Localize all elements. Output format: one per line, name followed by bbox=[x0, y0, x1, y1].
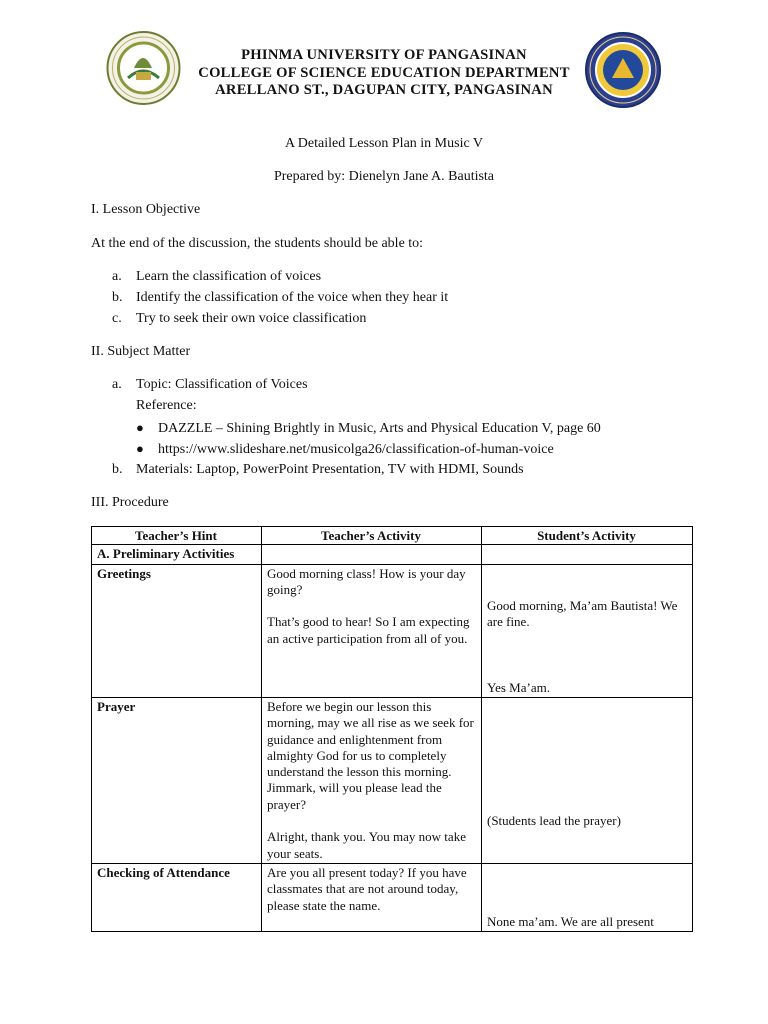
teacher-activity-cell: Good morning class! How is your day going? That’s good to hear! So I am expecting an active participation from all of you. bbox=[262, 564, 482, 697]
reference-label: Reference: bbox=[136, 398, 197, 413]
objective-intro: At the end of the discussion, the students should be able to: bbox=[91, 236, 424, 251]
topic-text: Topic: Classification of Voices bbox=[136, 377, 308, 392]
objective-item bbox=[112, 308, 366, 329]
column-header: Teacher’s Activity bbox=[262, 527, 482, 545]
reference-item bbox=[136, 438, 554, 460]
procedure-table bbox=[91, 526, 693, 932]
column-header: Student’s Activity bbox=[482, 527, 693, 545]
item-text: Learn the classification of voices bbox=[136, 269, 322, 284]
student-activity-cell: Good morning, Ma’am Bautista! We are fine. Yes Ma’am. bbox=[482, 564, 693, 697]
table-header-row bbox=[92, 527, 693, 545]
materials-item bbox=[112, 459, 524, 480]
item-text: Try to seek their own voice classification bbox=[136, 311, 367, 326]
item-label: b. bbox=[112, 462, 123, 477]
materials-text: Materials: Laptop, PowerPoint Presentation, TV with HDMI, Sounds bbox=[136, 462, 524, 477]
header-address: ARELLANO ST., DAGUPAN CITY, PANGASINAN bbox=[215, 82, 553, 99]
table-row bbox=[92, 564, 693, 697]
column-header: Teacher’s Hint bbox=[92, 527, 262, 545]
student-activity-cell: None ma’am. We are all present bbox=[482, 863, 693, 931]
empty-cell bbox=[482, 545, 693, 564]
bullet-icon: ● bbox=[136, 420, 144, 435]
item-label: c. bbox=[112, 311, 122, 326]
student-activity-cell: (Students lead the prayer) bbox=[482, 697, 693, 863]
item-label: a. bbox=[112, 269, 122, 284]
teacher-activity-cell: Before we begin our lesson this morning, may we all rise as we seek for guidance and enlightenment from almighty God for us to completely understand the lesson this morning. Jimmark, will you please lead the prayer? Alright, thank you. You may now take your seats. bbox=[262, 697, 482, 863]
reference-text: DAZZLE – Shining Brightly in Music, Arts and Physical Education V, page 60 bbox=[158, 421, 601, 436]
item-text: Identify the classification of the voice when they hear it bbox=[136, 290, 449, 305]
item-label: b. bbox=[112, 290, 123, 305]
document-header bbox=[150, 47, 618, 100]
item-label: a. bbox=[112, 377, 122, 392]
teacher-hint-cell: Checking of Attendance bbox=[92, 863, 262, 931]
prepared-by: Prepared by: Dienelyn Jane A. Bautista bbox=[273, 169, 495, 184]
header-university: PHINMA UNIVERSITY OF PANGASINAN bbox=[241, 47, 527, 63]
teacher-hint-cell: Greetings bbox=[92, 564, 262, 697]
topic-item bbox=[112, 374, 308, 395]
objective-item bbox=[112, 266, 321, 287]
lesson-plan-title: A Detailed Lesson Plan in Music V bbox=[284, 136, 484, 151]
teacher-hint-cell: Prayer bbox=[92, 697, 262, 863]
group-label: A. Preliminary Activities bbox=[92, 545, 262, 564]
header-college: COLLEGE OF SCIENCE EDUCATION DEPARTMENT bbox=[198, 64, 570, 81]
teacher-activity-cell: Are you all present today? If you have classmates that are not around today, please state the name. bbox=[262, 863, 482, 931]
objective-item bbox=[112, 287, 448, 308]
section-objective-heading: I. Lesson Objective bbox=[91, 202, 201, 217]
table-row bbox=[92, 863, 693, 931]
reference-item bbox=[136, 417, 601, 439]
section-procedure-heading: III. Procedure bbox=[91, 495, 169, 510]
section-subject-heading: II. Subject Matter bbox=[91, 344, 191, 359]
bullet-icon: ● bbox=[136, 441, 144, 456]
empty-cell bbox=[262, 545, 482, 564]
table-group-row bbox=[92, 545, 693, 564]
reference-link[interactable]: https://www.slideshare.net/musicolga26/classification-of-human-voice bbox=[158, 442, 554, 457]
table-row bbox=[92, 697, 693, 863]
college-seal-logo bbox=[584, 28, 659, 108]
